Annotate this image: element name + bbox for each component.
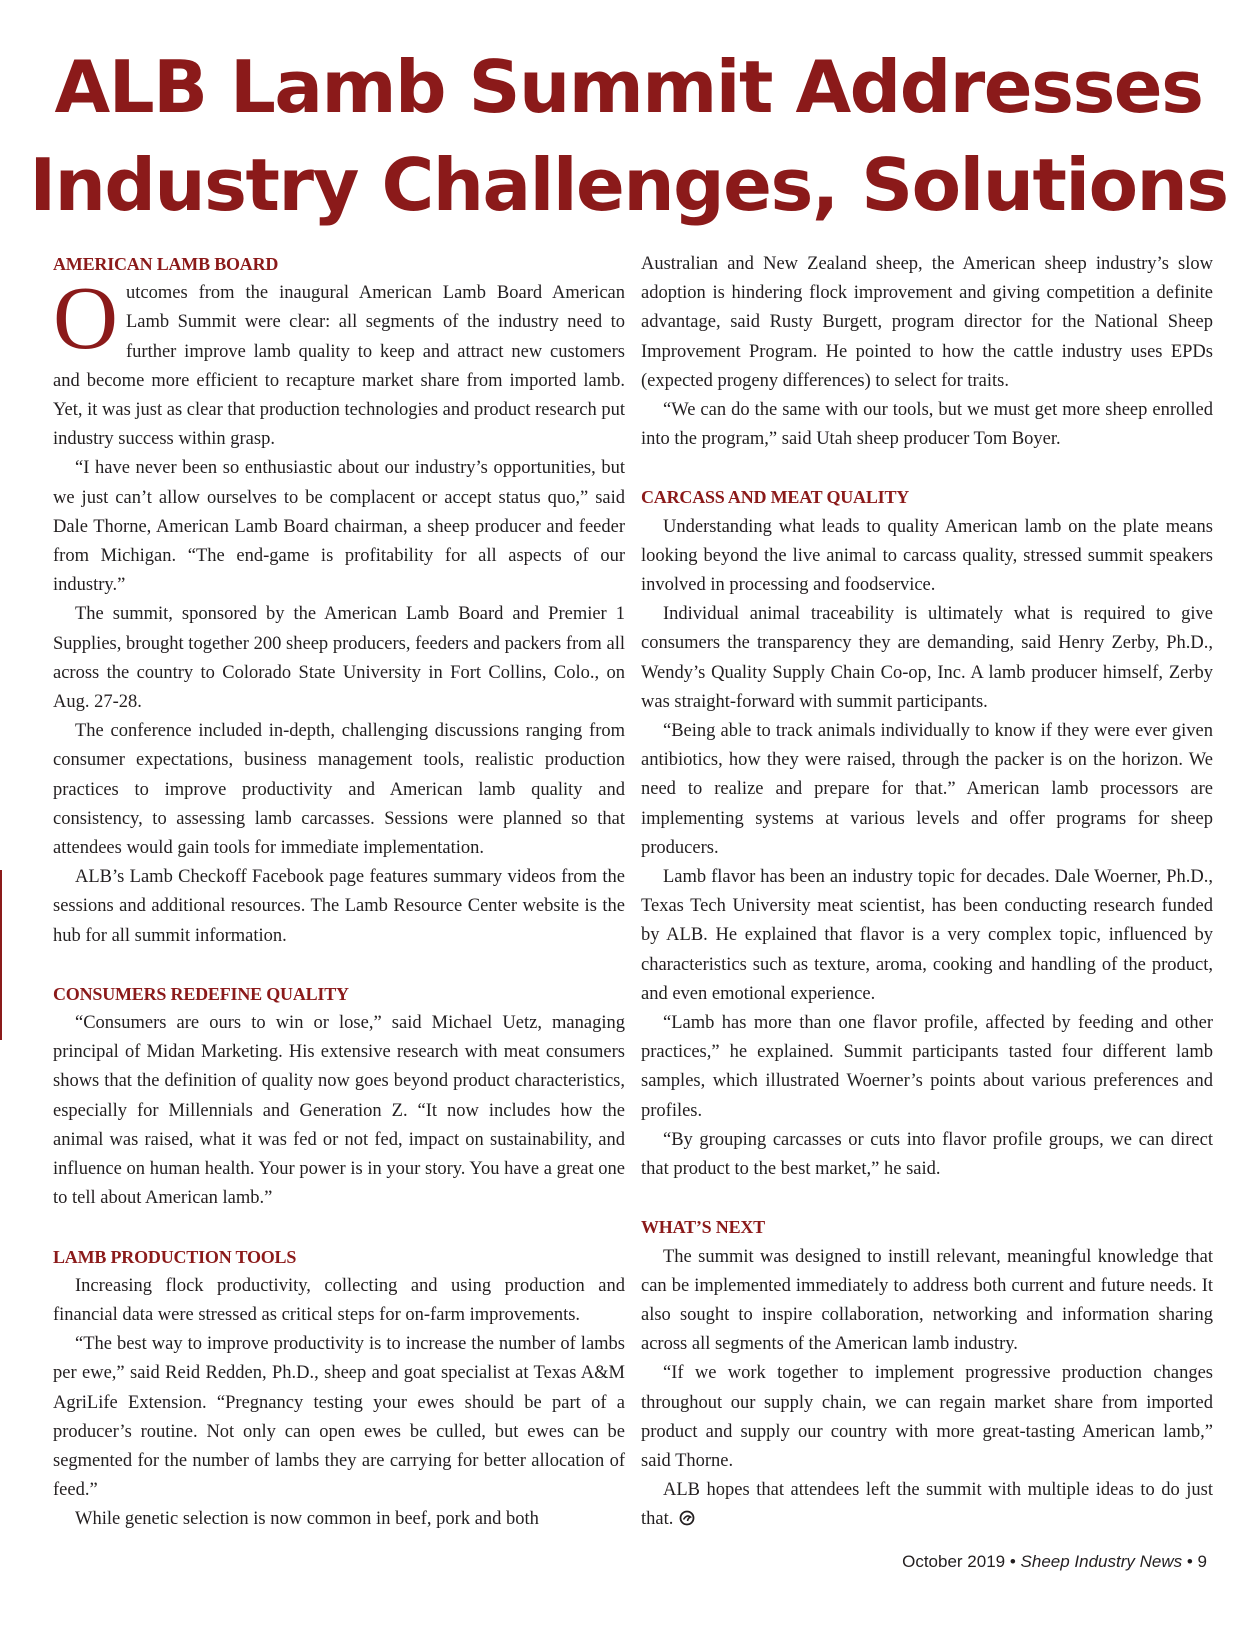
headline-line-2: Industry Challenges, Solutions	[29, 143, 1228, 227]
footer-publication: Sheep Industry News	[1020, 1552, 1183, 1571]
intro-paragraph-5: ALB’s Lamb Checkoff Facebook page features summary videos from the sessions and additional resources. The Lamb Resource Center website is the hub for all summit information.	[53, 867, 625, 946]
carcass-paragraph-4: Lamb flavor has been an industry topic for decades. Dale Woerner, Ph.D., Texas Tech University meat scientist, has been conducting research funded by ALB. He explained that flavor is a very complex topic, influenced by characteristics such as texture, aroma, cooking and handling of the product, and even emotional experience.	[641, 867, 1213, 1004]
production-paragraph-3: While genetic selection is now common in beef, pork and both	[75, 1509, 539, 1530]
consumers-paragraph-1: “Consumers are ours to win or lose,” said Michael Uetz, managing principal of Midan Marketing. His extensive research with meat consumers shows that the definition of quality now goes beyond product characteristics, especially for Millennials and Generation Z. “It now includes how the animal was raised, what it was fed or not fed, impact on sustainability, and influence on human health. Your power is in your story. You have a great one to tell about American lamb.”	[53, 1013, 625, 1209]
production-continued-2: “We can do the same with our tools, but we must get more sheep enrolled into the program,” said Utah sheep producer Tom Boyer.	[641, 400, 1213, 450]
intro-paragraph-4: The conference included in-depth, challenging discussions ranging from consumer expectations, business management tools, realistic production practices to improve productivity and American lamb quality and consistency, to assessing lamb carcasses. Sessions were planned so that attendees would gain tools for immediate implementation.	[53, 721, 625, 859]
intro-paragraph-2: “I have never been so enthusiastic about our industry’s opportunities, but we just can’t allow ourselves to be complacent or accept status quo,” said Dale Thorne, American Lamb Board chairman, a sheep producer and feeder from Michigan. “The end-game is profitability for all aspects of our industry.”	[53, 458, 625, 596]
footer-separator: •	[1005, 1552, 1021, 1571]
production-paragraph-2: “The best way to improve productivity is to increase the number of lambs per ewe,” said Reid Redden, Ph.D., sheep and goat specialist at Texas A&M AgriLife Extension. “Pregnancy testing your ewes should be part of a producer’s routine. Not only can open ewes be culled, but ewes can be segmented for the number of lambs they are carrying for better allocation of feed.”	[53, 1334, 625, 1501]
intro-paragraph-3: The summit, sponsored by the American Lamb Board and Premier 1 Supplies, brought together 200 sheep producers, feeders and packers from all across the country to Colorado State University in Fort Collins, Colo., on Aug. 27-28.	[53, 604, 625, 713]
production-continued-1: Australian and New Zealand sheep, the American sheep industry’s slow adoption is hindering flock improvement and giving competition a definite advantage, said Rusty Burgett, program director for the National Sheep Improvement Program. He pointed to how the cattle industry uses EPDs (expected progeny differences) to select for traits.	[641, 254, 1213, 391]
production-paragraph-1: Increasing flock productivity, collecting and using production and financial data were stressed as critical steps for on-farm improvements.	[53, 1275, 625, 1325]
carcass-paragraph-1: Understanding what leads to quality American lamb on the plate means looking beyond the live animal to carcass quality, stressed summit speakers involved in processing and foodservice.	[641, 516, 1213, 596]
section-heading-consumers: CONSUMERS REDEFINE QUALITY	[53, 983, 349, 1004]
intro-paragraph-1: Outcomes from the inaugural American Lamb Board American Lamb Summit were clear: all segments of the industry need to further improve lamb quality to keep and attract new customers and become more efficient to recapture market share from imported lamb. Yet, it was just as clear that production technologies and product research put industry success within grasp.	[53, 269, 625, 450]
section-heading-carcass: CARCASS AND MEAT QUALITY	[641, 487, 910, 508]
footer-date: October 2019	[902, 1552, 1006, 1571]
drop-cap: O	[53, 269, 118, 369]
section-heading-production: LAMB PRODUCTION TOOLS	[53, 1246, 297, 1267]
page-edge-mark	[0, 870, 2, 1040]
page-number: 9	[1197, 1552, 1207, 1571]
right-column	[641, 250, 1213, 1535]
carcass-paragraph-3: “Being able to track animals individually to know if they were ever given antibiotics, how they were raised, through the packer is on the horizon. We need to realize and prepare for that.” American lamb processors are implementing systems at various levels and offer programs for sheep producers.	[641, 721, 1213, 858]
page-footer	[902, 1552, 1207, 1572]
carcass-paragraph-2: Individual animal traceability is ultimately what is required to give consumers the transparency they are demanding, said Henry Zerby, Ph.D., Wendy’s Quality Supply Chain Co-op, Inc. A lamb producer himself, Zerby was straight-forward with summit participants.	[641, 604, 1213, 712]
carcass-paragraph-6: “By grouping carcasses or cuts into flavor profile groups, we can direct that product to the best market,” he said.	[641, 1129, 1213, 1180]
next-paragraph-1: The summit was designed to instill relevant, meaningful knowledge that can be implemented immediately to address both current and future needs. It also sought to inspire collaboration, networking and information sharing across all segments of the American lamb industry.	[641, 1246, 1213, 1355]
byline: AMERICAN LAMB BOARD	[53, 254, 279, 274]
footer-separator-2: •	[1182, 1552, 1198, 1571]
left-column	[53, 250, 625, 1535]
next-paragraph-2: “If we work together to implement progressive production changes throughout our supply chain, we can regain market share from imported product and supply our country with more great-tasting American lamb,” said Thorne.	[641, 1363, 1213, 1471]
next-closing-paragraph: ALB hopes that attendees left the summit with multiple ideas to do just that.	[641, 1480, 1213, 1530]
carcass-paragraph-5: “Lamb has more than one flavor profile, affected by feeding and other practices,” he explained. Summit participants tasted four different lamb samples, which illustrated Woerner’s points about various preferences and profiles.	[641, 1013, 1213, 1121]
sheep-end-mark-icon	[679, 1510, 695, 1526]
section-heading-next: WHAT’S NEXT	[641, 1217, 765, 1238]
article-headline	[0, 38, 1257, 234]
headline-line-1: ALB Lamb Summit Addresses	[54, 45, 1203, 129]
